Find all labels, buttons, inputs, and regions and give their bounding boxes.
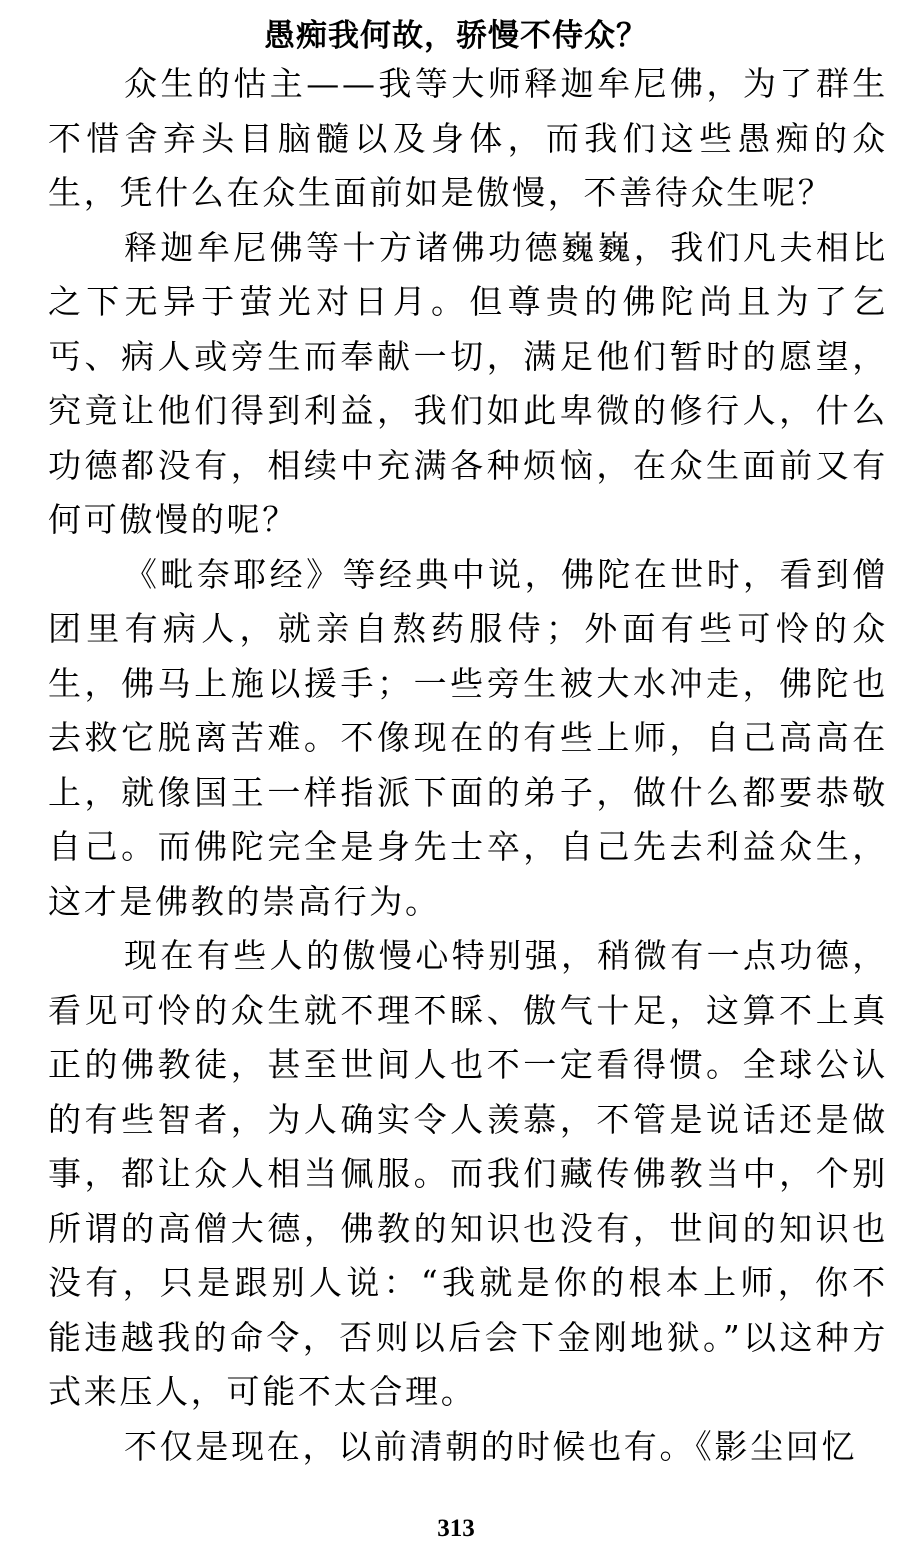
body-text	[48, 57, 888, 1474]
paragraph-1: 众生的怙主——我等大师释迦牟尼佛，为了群生不惜舍弃头目脑髓以及身体，而我们这些愚痴的众生，凭什么在众生面前如是傲慢，不善待众生呢？	[48, 64, 888, 212]
paragraph-4: 现在有些人的傲慢心特别强，稍微有一点功德，看见可怜的众生就不理不睬、傲气十足，这算不上真正的佛教徒，甚至世间人也不一定看得惯。全球公认的有些智者，为人确实令人羡慕，不管是说话还是做事，都让众人相当佩服。而我们藏传佛教当中，个别所谓的高僧大德，佛教的知识也没有，世间的知识也没有，只是跟别人说：“我就是你的根本上师，你不能违越我的命令，否则以后会下金刚地狱。”以这种方式来压人，可能不太合理。	[48, 936, 888, 1411]
paragraph-2: 释迦牟尼佛等十方诸佛功德巍巍，我们凡夫相比之下无异于萤光对日月。但尊贵的佛陀尚且为了乞丐、病人或旁生而奉献一切，满足他们暂时的愿望，究竟让他们得到利益，我们如此卑微的修行人，什么功德都没有，相续中充满各种烦恼，在众生面前又有何可傲慢的呢？	[48, 227, 888, 539]
page-number: 313	[437, 1515, 475, 1542]
verse-heading: 愚痴我何故，骄慢不侍众？	[264, 18, 648, 54]
paragraph-3: 《毗奈耶经》等经典中说，佛陀在世时，看到僧团里有病人，就亲自熬药服侍；外面有些可怜的众生，佛马上施以援手；一些旁生被大水冲走，佛陀也去救它脱离苦难。不像现在的有些上师，自己高高在上，就像国王一样指派下面的弟子，做什么都要恭敬自己。而佛陀完全是身先士卒，自己先去利益众生，这才是佛教的崇高行为。	[48, 554, 888, 921]
paragraph-5: 不仅是现在，以前清朝的时候也有。《影尘回忆	[124, 1426, 858, 1466]
